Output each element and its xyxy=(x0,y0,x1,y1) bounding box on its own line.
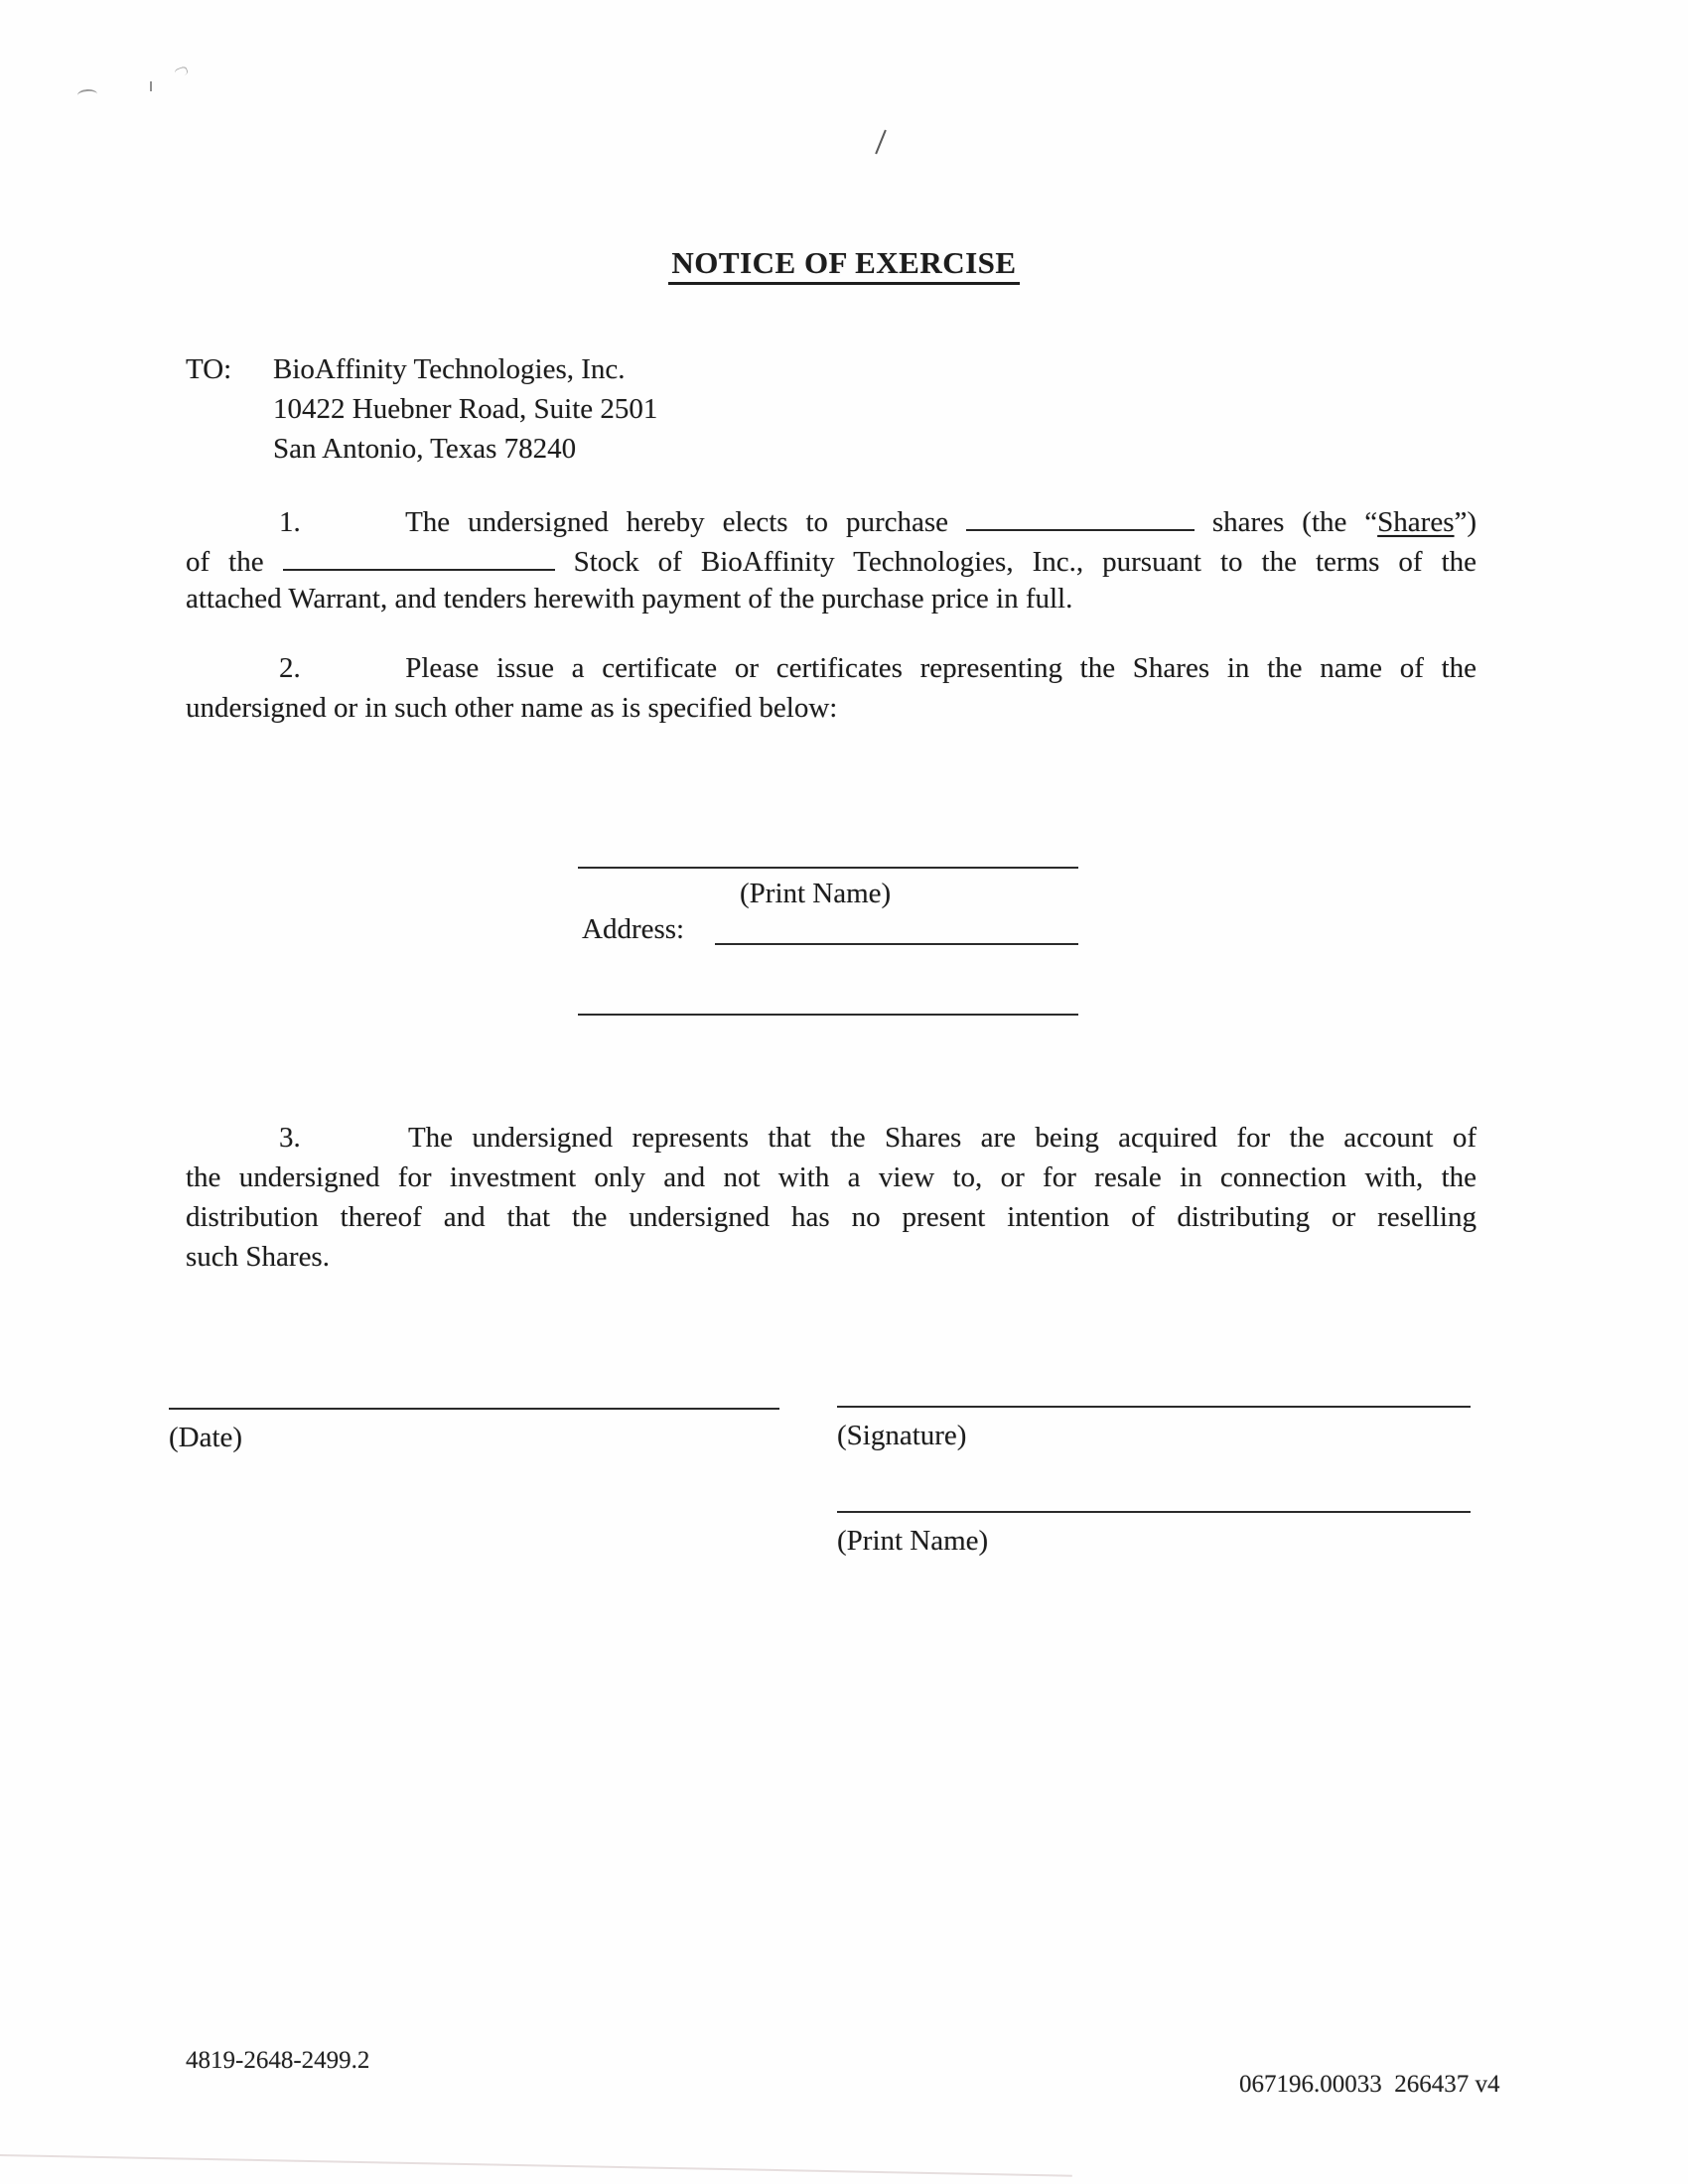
paragraph-3-line-2: the undersigned for investment only and not with a view to, or for resale in connection with, the xyxy=(186,1161,1477,1193)
address-fill-line xyxy=(715,921,1078,945)
paragraph-3 xyxy=(186,1118,1477,1277)
paragraph-2 xyxy=(186,648,1477,728)
recipient-address-2: San Antonio, Texas 78240 xyxy=(273,433,577,465)
signature-fill-line xyxy=(837,1384,1471,1408)
paragraph-1-number: 1. xyxy=(279,506,301,538)
print-name-fill-line xyxy=(578,845,1078,869)
title-row xyxy=(0,245,1688,281)
document-number-footer-right: 067196.00033 266437 v4 xyxy=(1239,2071,1500,2098)
paragraph-2-number: 2. xyxy=(279,652,301,684)
shares-amount-blank xyxy=(966,499,1195,531)
signer-print-name-caption: (Print Name) xyxy=(837,1525,989,1557)
date-caption: (Date) xyxy=(169,1422,243,1453)
paragraph-1-text: of the xyxy=(186,546,264,578)
scan-artifact-backslash xyxy=(875,130,887,155)
paragraph-3-line-4: such Shares. xyxy=(186,1241,330,1273)
paragraph-1-line-1 xyxy=(186,499,1477,539)
scan-artifact-mark xyxy=(174,66,189,78)
shares-defined-term: Shares xyxy=(1377,506,1455,538)
to-label: TO: xyxy=(186,353,232,385)
recipient-block xyxy=(186,349,657,469)
document-number-footer-left: 4819-2648-2499.2 xyxy=(186,2047,370,2074)
paragraph-1-text: ”) xyxy=(1454,506,1477,538)
print-name-caption: (Print Name) xyxy=(740,878,892,909)
paragraph-1-text: shares (the “ xyxy=(1211,506,1378,538)
scan-edge-line xyxy=(0,2154,1072,2177)
address-fill-line-2 xyxy=(578,992,1078,1016)
paragraph-2-line-1 xyxy=(186,648,1477,688)
scan-artifact-mark xyxy=(77,88,98,100)
signature-caption: (Signature) xyxy=(837,1420,967,1451)
paragraph-3-number: 3. xyxy=(279,1122,301,1154)
address-label: Address: xyxy=(582,913,685,945)
paragraph-3-line-3: distribution thereof and that the undersigned has no present intention of distributing or reselling xyxy=(186,1201,1477,1233)
recipient-name: BioAffinity Technologies, Inc. xyxy=(273,353,626,385)
paragraph-1 xyxy=(186,499,1477,618)
paragraph-1-line-2 xyxy=(186,539,1477,579)
paragraph-2-line-2: undersigned or in such other name as is specified below: xyxy=(186,692,838,724)
paragraph-2-text: Please issue a certificate or certificates representing the Shares in the name of the xyxy=(405,652,1477,684)
paragraph-1-line-3: attached Warrant, and tenders herewith payment of the purchase price in full. xyxy=(186,583,1073,614)
recipient-address-1: 10422 Huebner Road, Suite 2501 xyxy=(273,393,658,425)
date-fill-line xyxy=(169,1386,779,1410)
stock-class-blank xyxy=(283,539,555,571)
paragraph-3-line-1 xyxy=(186,1118,1477,1158)
paragraph-3-text: The undersigned represents that the Shares are being acquired for the account of xyxy=(407,1122,1477,1154)
scan-artifact-mark xyxy=(150,81,152,91)
document-title: NOTICE OF EXERCISE xyxy=(668,245,1019,285)
paragraph-1-text: The undersigned hereby elects to purchase xyxy=(405,506,949,538)
paragraph-1-text: Stock of BioAffinity Technologies, Inc., pursuant to the terms of the xyxy=(573,546,1477,578)
signer-print-name-fill-line xyxy=(837,1489,1471,1513)
